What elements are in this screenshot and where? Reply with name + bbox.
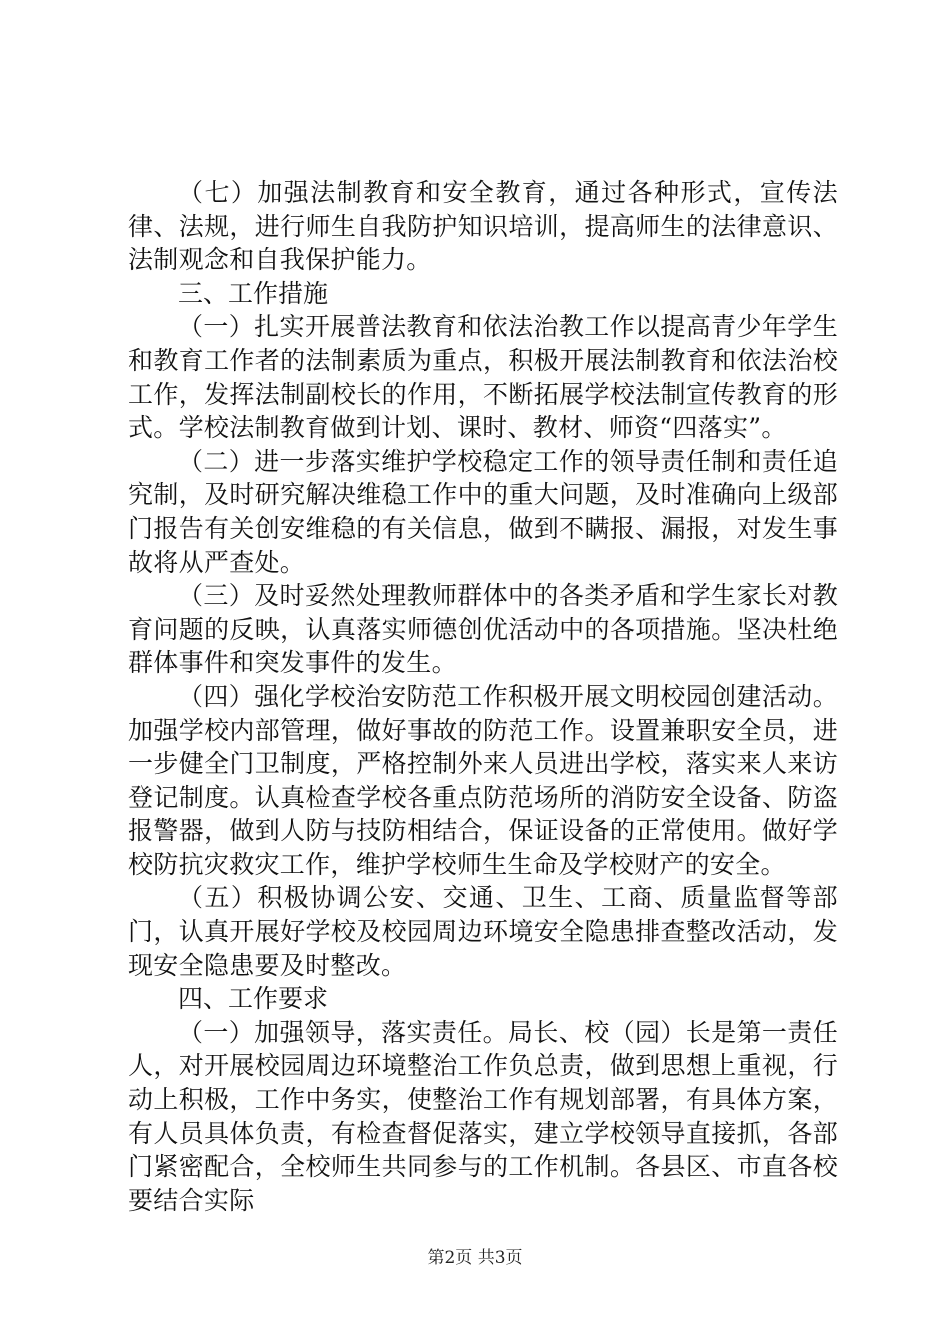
document-body xyxy=(128,176,838,1217)
paragraph-section-3-item-3: （三）及时妥然处理教师群体中的各类矛盾和学生家长对教育问题的反映，认真落实师德创优活动中的各项措施。坚决杜绝群体事件和突发事件的发生。 xyxy=(128,581,838,678)
paragraph-section-3-item-4: （四）强化学校治安防范工作积极开展文明校园创建活动。加强学校内部管理，做好事故的防范工作。设置兼职安全员，进一步健全门卫制度，严格控制外来人员进出学校，落实来人来访登记制度。认真检查学校各重点防范场所的消防安全设备、防盗报警器，做到人防与技防相结合，保证设备的正常使用。做好学校防抗灾救灾工作，维护学校师生生命及学校财产的安全。 xyxy=(128,681,838,879)
section-heading-3: 三、工作措施 xyxy=(178,278,329,308)
paragraph-section-4-item-1: （一）加强领导，落实责任。局长、校（园）长是第一责任人，对开展校园周边环境整治工作负总责，做到思想上重视，行动上积极，工作中务实，使整治工作有规划部署，有具体方案，有人员具体负责，有检查督促落实，建立学校领导直接抓，各部门紧密配合，全校师生共同参与的工作机制。各县区、市直各校要结合实际 xyxy=(128,1017,838,1215)
page-number-footer: 第2页 共3页 xyxy=(427,1248,523,1268)
paragraph-section-2-item-7: （七）加强法制教育和安全教育，通过各种形式，宣传法律、法规，进行师生自我防护知识培训，提高师生的法律意识、法制观念和自我保护能力。 xyxy=(128,178,838,275)
paragraph-section-3-item-5: （五）积极协调公安、交通、卫生、工商、质量监督等部门，认真开展好学校及校园周边环境安全隐患排查整改活动，发现安全隐患要及时整改。 xyxy=(128,883,838,980)
section-heading-4: 四、工作要求 xyxy=(178,984,329,1014)
paragraph-section-3-item-1: （一）扎实开展普法教育和依法治教工作以提高青少年学生和教育工作者的法制素质为重点，积极开展法制教育和依法治校工作，发挥法制副校长的作用，不断拓展学校法制宣传教育的形式。学校法制教育做到计划、课时、教材、师资“四落实”。 xyxy=(128,312,838,443)
paragraph-section-3-item-2: （二）进一步落实维护学校稳定工作的领导责任制和责任追究制，及时研究解决维稳工作中的重大问题，及时准确向上级部门报告有关创安维稳的有关信息，做到不瞒报、漏报，对发生事故将从严查处。 xyxy=(128,446,838,577)
